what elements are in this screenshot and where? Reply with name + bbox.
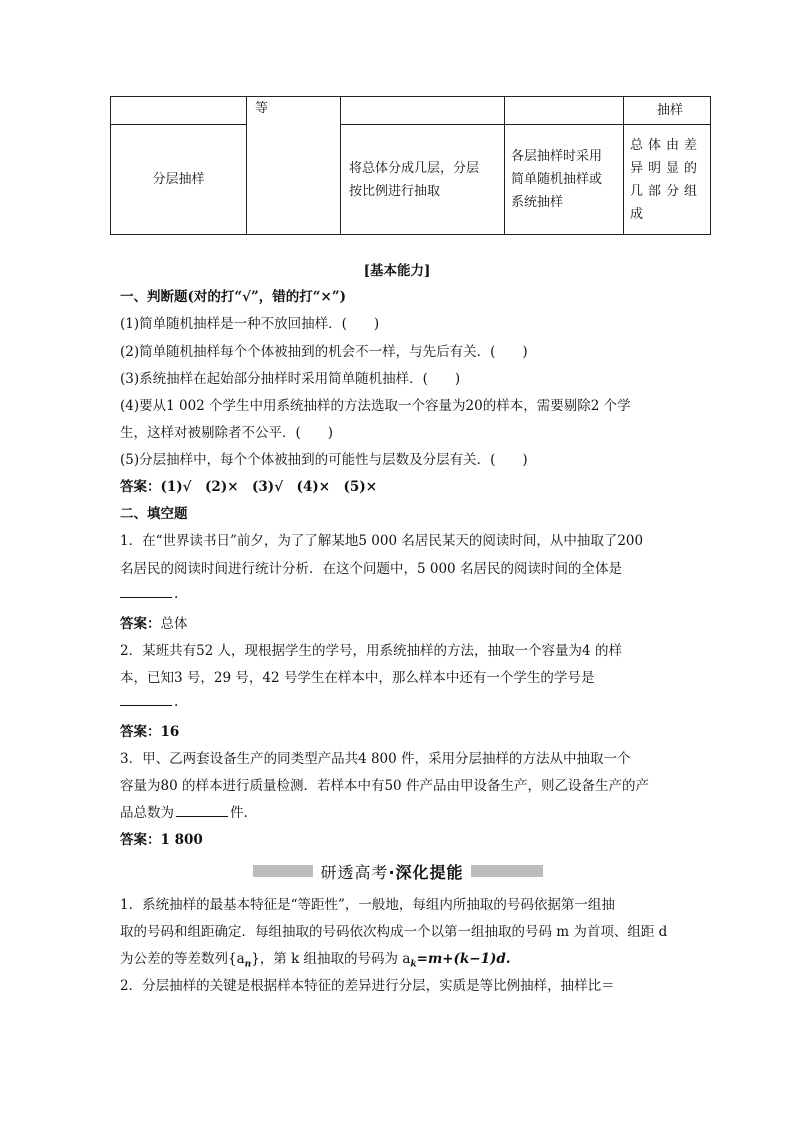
cell-line: 总体由差 — [630, 137, 703, 153]
table-cell — [624, 125, 711, 235]
cell-line: 将总体分成几层，分层 — [349, 160, 480, 176]
answer-value: 总体 — [160, 616, 188, 632]
section-heading: 二、填空题 — [120, 506, 188, 522]
section-heading: 一、判断题(对的打“√”，错的打“×”) — [120, 289, 347, 305]
answer-blank — [176, 804, 228, 817]
banner-title-left: 研透高考 — [320, 863, 389, 882]
sampling-methods-table — [110, 96, 711, 235]
question-continuation: 容量为80 的样本进行质量检测．若样本中有50 件产品由甲设备生产，则乙设备生产的产 — [120, 778, 649, 794]
paragraph-line: 1．系统抽样的最基本特征是“等距性”，一般地，每组内所抽取的号码依据第一组抽 — [120, 897, 615, 913]
answer-label: 答案： — [120, 616, 161, 632]
question-continuation — [120, 693, 178, 710]
answer — [120, 720, 179, 740]
table-cell — [111, 97, 247, 125]
question-continuation: 生，这样对被剔除者不公平．( ) — [120, 425, 334, 441]
answer — [120, 828, 203, 848]
period: . — [174, 694, 179, 710]
paragraph-text: }，第 k 组抽取的号码为 a — [251, 951, 411, 967]
question: (3)系统抽样在起始部分抽样时采用简单随机抽样．( ) — [120, 371, 461, 387]
section-banner — [253, 860, 543, 882]
banner-decoration-bar — [253, 865, 313, 877]
answer-label: 答案： — [120, 479, 161, 495]
question-text: 品总数为 — [120, 805, 174, 821]
cell-line: 系统抽样 — [511, 195, 564, 210]
stratified-sampling-label: 分层抽样 — [111, 125, 247, 235]
table-cell — [505, 125, 624, 235]
answer — [120, 612, 188, 632]
cell-line: 成 — [630, 206, 644, 222]
cell-line: 各层抽样时采用 — [511, 149, 603, 164]
table-cell: 抽样 — [624, 97, 711, 125]
section-title: [基本能力] — [363, 263, 431, 279]
answer-blank — [120, 585, 172, 598]
answer-label: 答案： — [120, 832, 161, 848]
cell-line: 简单随机抽样或 — [511, 172, 603, 187]
question: (1)简单随机抽样是一种不放回抽样．( ) — [120, 316, 380, 332]
answer-value: 16 — [160, 724, 180, 740]
paragraph-line: 2．分层抽样的关键是根据样本特征的差异进行分层，实质是等比例抽样，抽样比＝ — [120, 978, 615, 994]
question-continuation: 名居民的阅读时间进行统计分析．在这个问题中，5 000 名居民的阅读时间的全体是 — [120, 561, 622, 577]
period: . — [174, 586, 179, 602]
question-continuation — [120, 585, 178, 602]
cell-line: 按比例进行抽取 — [349, 183, 441, 199]
cell-line: 异明显的 — [630, 160, 703, 176]
question-continuation — [120, 801, 248, 821]
answer-blank — [120, 693, 172, 706]
answer-label: 答案： — [120, 724, 161, 740]
banner-title-right: 深化提能 — [395, 863, 464, 882]
table-row — [111, 97, 711, 125]
question-text: 件. — [230, 805, 248, 821]
table-cell — [505, 97, 624, 125]
formula: =m+(k−1)d. — [416, 951, 511, 967]
table-cell — [341, 97, 505, 125]
answer — [120, 475, 377, 495]
table-cell — [341, 125, 505, 235]
paragraph-text: 为公差的等差数列{a — [120, 951, 245, 967]
question: 1．在“世界读书日”前夕，为了了解某地5 000 名居民某天的阅读时间，从中抽取了200 — [120, 533, 644, 549]
question: (5)分层抽样中，每个个体被抽到的可能性与层数及分层有关．( ) — [120, 452, 528, 468]
question: (2)简单随机抽样每个个体被抽到的机会不一样，与先后有关．( ) — [120, 344, 528, 360]
question: 2．某班共有52 人，现根据学生的学号，用系统抽样的方法，抽取一个容量为4 的样 — [120, 643, 622, 659]
banner-title — [317, 860, 467, 883]
answer-value: 1 800 — [160, 832, 203, 848]
paragraph-line: 取的号码和组距确定．每组抽取的号码依次构成一个以第一组抽取的号码 m 为首项、组距 d — [120, 924, 668, 940]
table-cell: 等 — [247, 97, 341, 235]
paragraph-line: 为公差的等差数列$\{a_n\}$，第 k 组抽取的号码为 $a_k=m+(k-1)d$. — [120, 951, 511, 970]
answer-value: (1)√ (2)× (3)√ (4)× (5)× — [160, 479, 378, 495]
question-continuation: 本，已知3 号，29 号，42 号学生在样本中，那么样本中还有一个学生的学号是 — [120, 670, 595, 686]
banner-title-dot: · — [388, 863, 396, 882]
question: 3．甲、乙两套设备生产的同类型产品共4 800 件，采用分层抽样的方法从中抽取一个 — [120, 751, 631, 767]
banner-decoration-bar — [471, 865, 543, 877]
cell-line: 几部分组 — [630, 183, 703, 199]
question: (4)要从1 002 个学生中用系统抽样的方法选取一个容量为20的样本，需要剔除2 个学 — [120, 398, 631, 414]
table-row — [111, 125, 711, 235]
